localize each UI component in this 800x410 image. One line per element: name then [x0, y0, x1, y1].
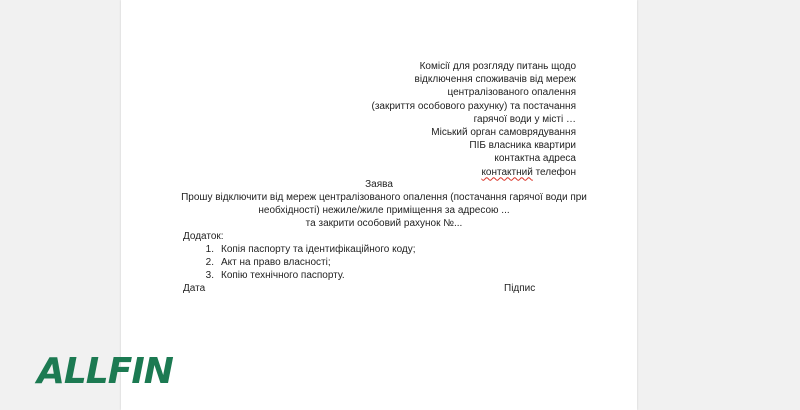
- list-number: 2.: [205, 257, 214, 269]
- recipient-line: гарячої води у місті …: [473, 113, 576, 125]
- recipient-line: Комісії для розгляду питань щодо: [419, 61, 576, 72]
- recipient-line: Міський орган самоврядування: [431, 127, 576, 139]
- body-line: необхідності) нежиле/жиле приміщення за адресою ...: [258, 205, 510, 217]
- list-text: Копія паспорту та ідентифікаційного коду;: [221, 244, 416, 255]
- list-item: [196, 243, 416, 256]
- attachments-list: [196, 243, 416, 283]
- recipient-line: централізованого опалення: [447, 87, 576, 99]
- attachments-label: Додаток:: [183, 231, 224, 242]
- list-text: Акт на право власності;: [221, 257, 331, 269]
- list-number: 3.: [205, 270, 214, 282]
- signature-label: Підпис: [504, 283, 536, 294]
- allfin-logo: ALLFIN: [37, 351, 173, 392]
- body-line: та закрити особовий рахунок №...: [305, 218, 463, 230]
- request-body: [176, 191, 592, 231]
- list-item: [196, 256, 416, 269]
- list-number: 1.: [205, 244, 214, 255]
- document-title: Заява: [365, 179, 393, 190]
- recipient-line: контактна адреса: [494, 153, 576, 165]
- list-item: [196, 269, 416, 282]
- recipient-phone-line: [372, 166, 576, 179]
- document-page: [121, 0, 637, 410]
- recipient-line: ПІБ власника квартири: [469, 140, 576, 152]
- list-text: Копію технічного паспорту.: [221, 270, 345, 282]
- body-line: Прошу відключити від мереж централізованого опалення (постачання гарячої води при: [181, 192, 587, 203]
- recipient-line: відключення споживачів від мереж: [414, 74, 576, 86]
- phone-word: телефон: [532, 166, 576, 178]
- recipient-line: (закриття особового рахунку) та постачання: [371, 100, 576, 112]
- date-label: Дата: [183, 283, 206, 294]
- misspelled-word[interactable]: контактний: [481, 166, 533, 178]
- recipient-block: [372, 60, 576, 179]
